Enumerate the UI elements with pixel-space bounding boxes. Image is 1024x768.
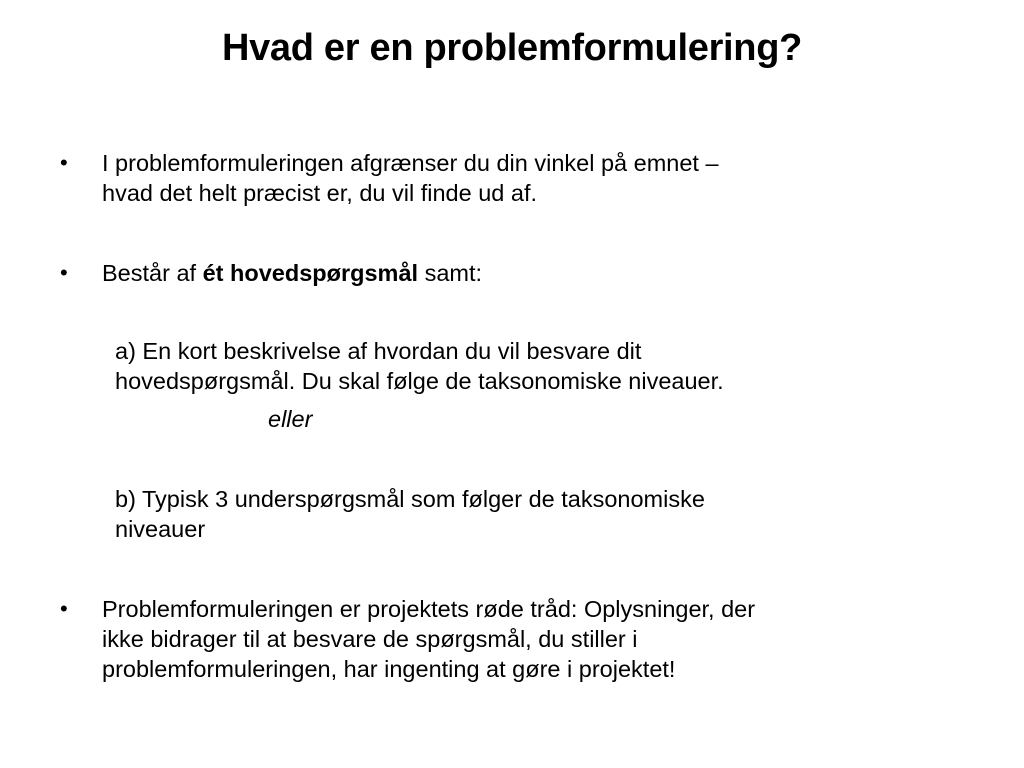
sub-line: niveauer <box>115 516 206 542</box>
bullet-text <box>102 148 962 208</box>
bullet-line: I problemformuleringen afgrænser du din vinkel på emnet – <box>102 150 719 176</box>
sub-line: b) Typisk 3 underspørgsmål som følger de taksonomiske <box>115 486 705 512</box>
sub-line: a) En kort beskrivelse af hvordan du vil besvare dit <box>115 338 642 364</box>
bullet-prefix: Består af <box>102 260 203 286</box>
or-word: eller <box>268 406 313 432</box>
bullet-suffix: samt: <box>418 260 483 286</box>
sub-item-a <box>115 336 935 396</box>
bullet-line: problemformuleringen, har ingenting at gøre i projektet! <box>102 656 676 682</box>
bullet-line: ikke bidrager til at besvare de spørgsmål, du stiller i <box>102 626 638 652</box>
bullet-text <box>102 594 962 684</box>
bullet-dot-icon: • <box>60 596 68 621</box>
sub-line: hovedspørgsmål. Du skal følge de taksonomiske niveauer. <box>115 368 724 394</box>
bullet-line: Problemformuleringen er projektets røde tråd: Oplysninger, der <box>102 596 756 622</box>
bullet-dot-icon: • <box>60 260 68 285</box>
bullet-line: hvad det helt præcist er, du vil finde ud af. <box>102 180 538 206</box>
bullet-dot-icon: • <box>60 150 68 175</box>
slide-title: Hvad er en problemformulering? <box>221 27 803 69</box>
bullet-emphasis: ét hovedspørgsmål <box>202 260 419 286</box>
bullet-text <box>102 258 962 288</box>
sub-item-b <box>115 484 935 544</box>
